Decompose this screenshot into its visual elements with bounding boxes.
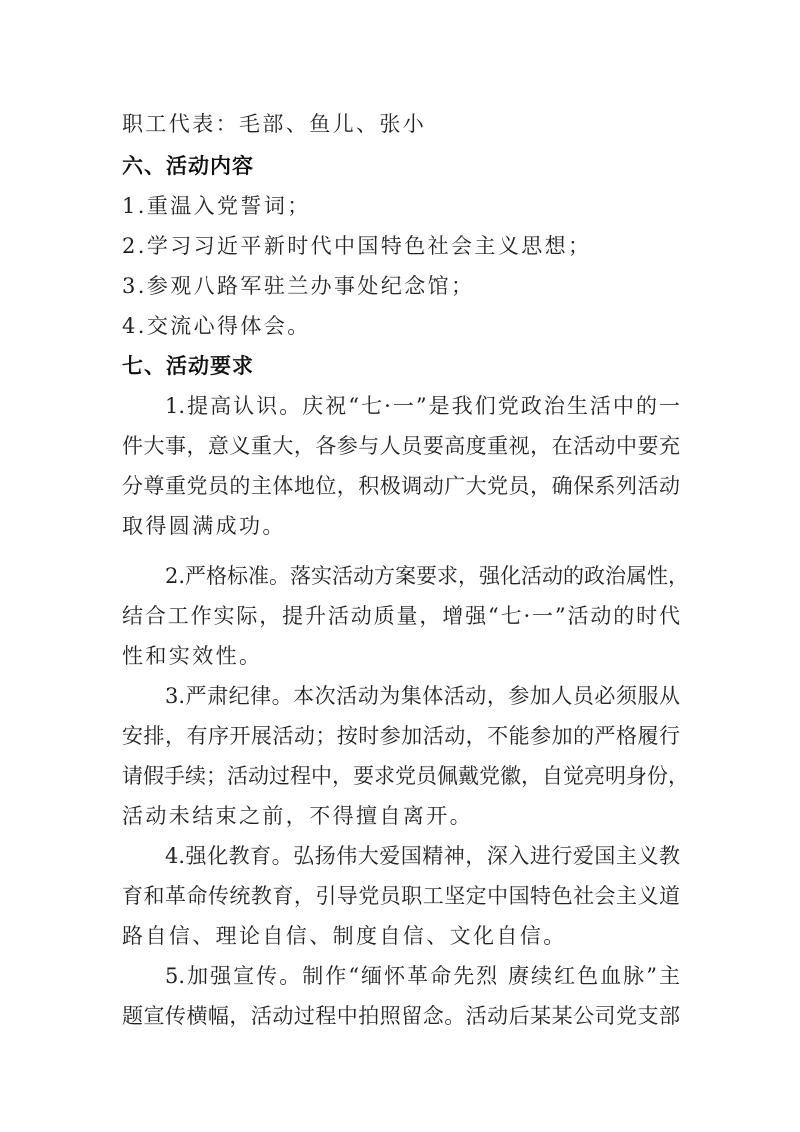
requirement-4-line-3: 路自信、理论自信、制度自信、文化自信。 — [122, 924, 567, 948]
requirement-2-line-1: 2.严格标准。落实活动方案要求，强化活动的政治属性， — [165, 564, 690, 588]
requirement-3-line-2: 安排，有序开展活动；按时参加活动，不能参加的严格履行 — [122, 724, 680, 748]
content-item-1: 1.重温入党誓词； — [122, 194, 311, 218]
content-item-3: 3.参观八路军驻兰办事处纪念馆； — [122, 274, 475, 298]
staff-representatives: 职工代表：毛部、鱼儿、张小 — [122, 112, 427, 136]
requirement-2-line-2: 结合工作实际，提升活动质量，增强“七·一”活动的时代 — [122, 604, 680, 628]
requirement-3-line-3: 请假手续；活动过程中，要求党员佩戴党徽，自觉亮明身份， — [122, 764, 689, 788]
section-6-heading: 六、活动内容 — [122, 154, 254, 178]
requirement-1-line-2: 件大事，意义重大，各参与人员要高度重视，在活动中要充 — [122, 434, 680, 458]
content-item-2: 2.学习习近平新时代中国特色社会主义思想； — [122, 234, 592, 258]
requirement-3-line-1: 3.严肃纪律。本次活动为集体活动，参加人员必须服从 — [165, 684, 680, 708]
requirement-1-line-3: 分尊重党员的主体地位，积极调动广大党员，确保系列活动 — [122, 474, 680, 498]
content-item-4: 4.交流心得体会。 — [122, 314, 311, 338]
requirement-2-line-3: 性和实效性。 — [122, 644, 263, 668]
requirement-4-line-1: 4.强化教育。弘扬伟大爱国精神，深入进行爱国主义教 — [165, 844, 680, 868]
requirement-5-line-1: 5.加强宣传。制作“缅怀革命先烈 赓续红色血脉”主 — [165, 964, 680, 988]
requirement-5-line-2: 题宣传横幅，活动过程中拍照留念。活动后某某公司党支部 — [122, 1004, 680, 1028]
requirement-1-line-1: 1.提高认识。庆祝“七·一”是我们党政治生活中的一 — [165, 394, 680, 418]
section-7-heading: 七、活动要求 — [122, 354, 254, 378]
requirement-1-line-4: 取得圆满成功。 — [122, 514, 286, 538]
requirement-4-line-2: 育和革命传统教育，引导党员职工坚定中国特色社会主义道 — [122, 884, 680, 908]
requirement-3-line-4: 活动未结束之前，不得擅自离开。 — [122, 804, 473, 828]
